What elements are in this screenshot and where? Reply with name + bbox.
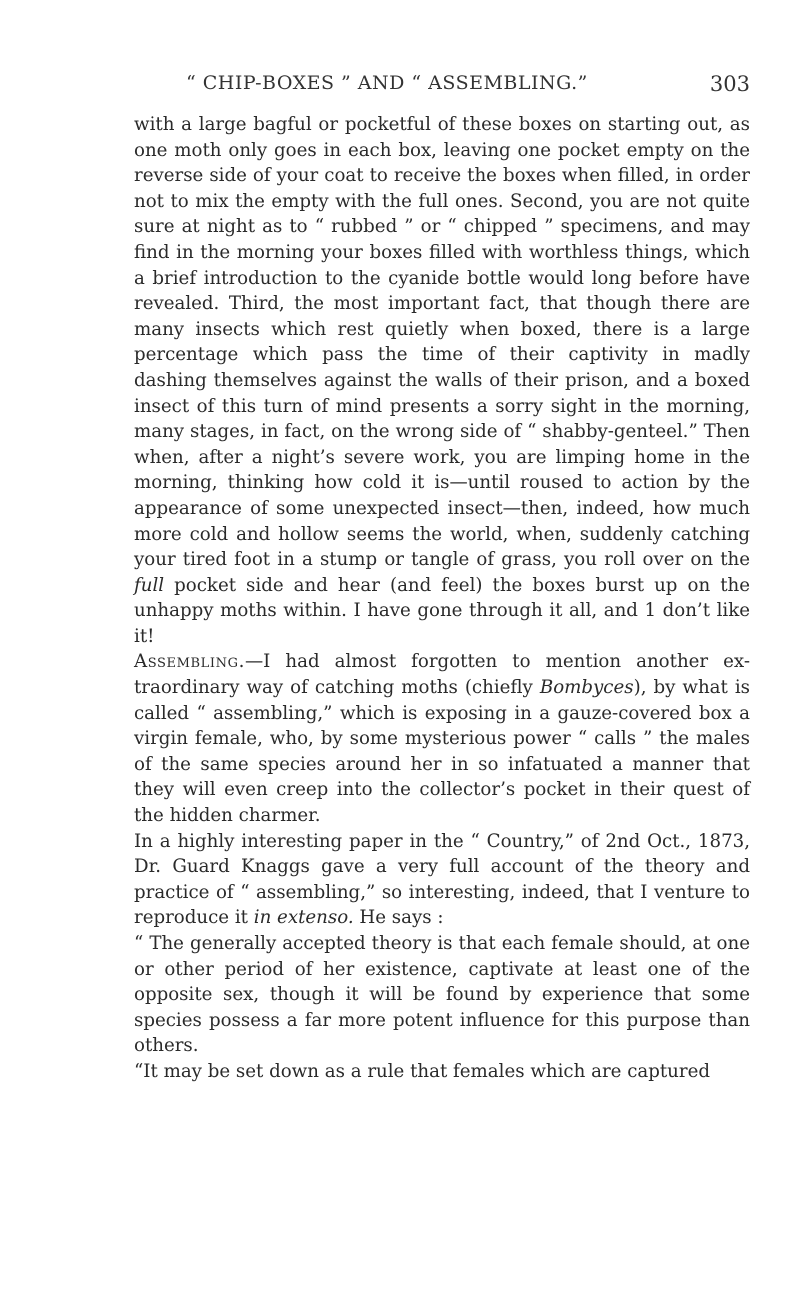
paragraph-assembling xyxy=(134,649,750,828)
running-title: “ CHIP-BOXES ” AND “ ASSEMBLING.” xyxy=(186,72,588,94)
running-head xyxy=(134,72,750,102)
paragraph-text: pocket side and hear (and feel) the boxes burst up on the unhappy moths within. I have gone through it all, and 1 don’t like it! xyxy=(134,574,750,647)
paragraph-paper xyxy=(134,829,750,931)
paragraph-text: ), by what is called “ assembling,” which is exposing in a gauze-covered box a virgin female, who, by some mysterious power “ calls ” the males of the same species around her in so infatuated a manner that they will even creep into the collector’s pocket in their quest of the hidden charmer. xyxy=(134,677,750,827)
paragraph-text: In a highly interesting paper in the “ Country,” of 2nd Oct., 1873, Dr. Guard Knaggs gave a very full account of the theory and practice of “ assembling,” so interesting, indeed, that I venture to reproduce it xyxy=(134,830,750,929)
paragraph-quote-1: “ The generally accepted theory is that each female should, at one or other period of her existence, captivate at least one of the opposite sex, though it will be found by experience that some species possess a far more potent influence for this purpose than others. xyxy=(134,933,750,1057)
paragraph-boxes xyxy=(134,112,750,649)
section-heading: Assembling. xyxy=(134,651,245,673)
body-text xyxy=(134,112,750,1085)
page-number: 303 xyxy=(709,72,750,96)
paragraph-text: He says : xyxy=(353,907,444,929)
italic-word: Bombyces xyxy=(539,677,634,699)
paragraph-text: —I had almost forgotten to mention another ex-traordinary way of catching moths (chiefly xyxy=(134,651,750,699)
book-page xyxy=(134,0,750,1085)
italic-phrase: in extenso. xyxy=(253,907,354,929)
paragraph-quote-2: “It may be set down as a rule that females which are captured xyxy=(134,1060,710,1082)
italic-word: full xyxy=(134,574,165,596)
paragraph-text: with a large bagful or pocketful of these boxes on starting out, as one moth only goes in each box, leaving one pocket empty on the reverse side of your coat to receive the boxes when filled, in order not to mix the empty with the full ones. Second, you are not quite sure at night as to “ rubbed ” or “ chipped ” specimens, and may find in the morning your boxes filled with worthless things, which a brief introduction to the cyanide bottle would long before have revealed. Third, the most important fact, that though there are many insects which rest quietly when boxed, there is a large percentage which pass the time of their captivity in madly dashing themselves against the walls of their prison, and a boxed insect of this turn of mind presents a sorry sight in the morning, many stages, in fact, on the wrong side of “ shabby-genteel.” Then when, after a night’s severe work, you are limping home in the morning, thinking how cold it is—until roused to action by the appearance of some unexpected insect—then, indeed, how much more cold and hollow seems the world, when, suddenly catching your tired foot in a stump or tangle of grass, you roll over on the xyxy=(134,114,750,571)
